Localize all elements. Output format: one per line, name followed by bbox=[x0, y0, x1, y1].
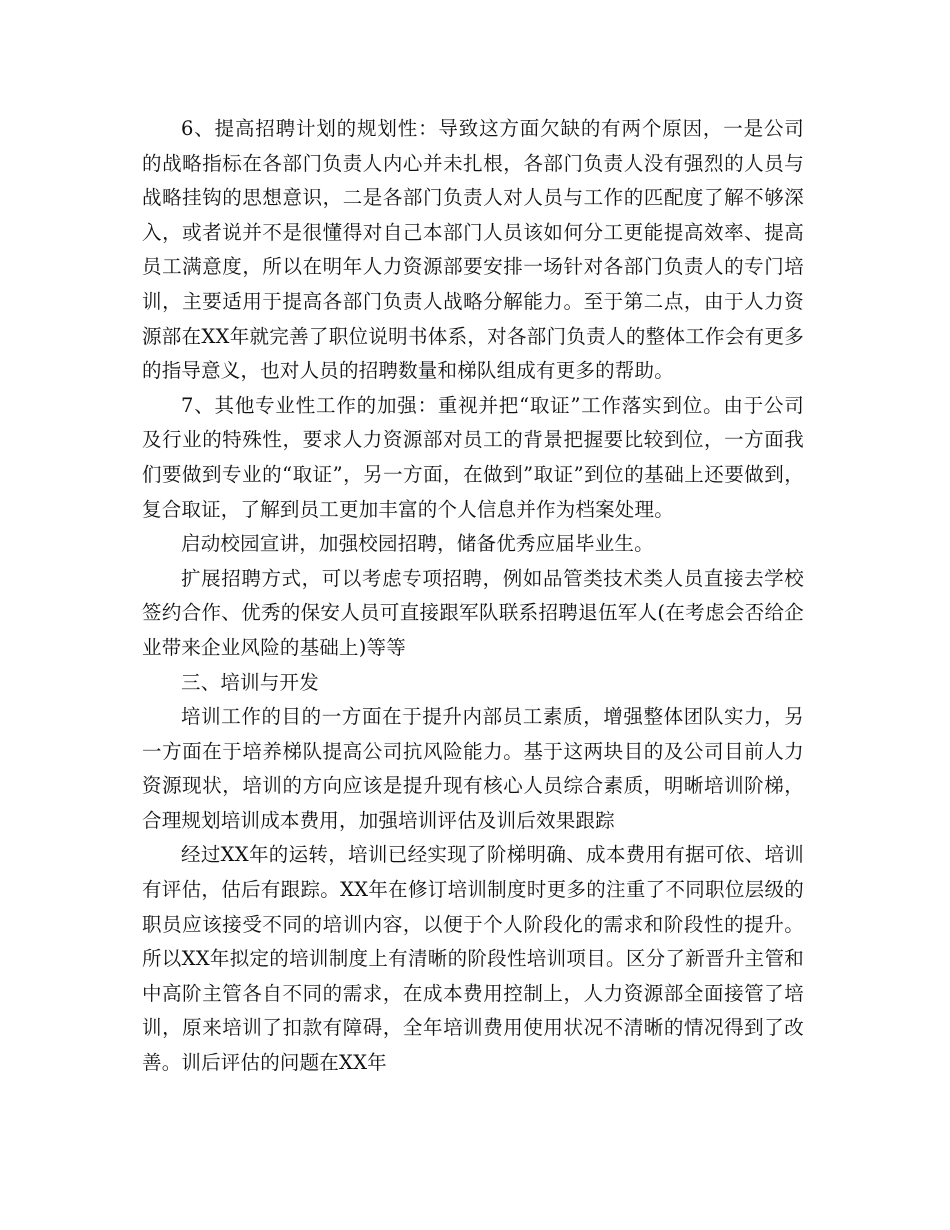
section-heading-training: 三、培训与开发 bbox=[181, 670, 319, 694]
paragraph-training-purpose: 培训工作的目的一方面在于提升内部员工素质，增强整体团队实力，另一方面在于培养梯队提高公司抗风险能力。基于这两块目的及公司目前人力资源现状，培训的方向应该是提升现有核心人员综合素质，明晰培训阶梯，合理规划培训成本费用，加强培训评估及训后效果跟踪 bbox=[142, 705, 804, 832]
paragraph-recruitment-planning: 6、提高招聘计划的规划性：导致这方面欠缺的有两个原因，一是公司的战略指标在各部门负责人内心并未扎根，各部门负责人没有强烈的人员与战略挂钩的思想意识，二是各部门负责人对人员与工作的匹配度了解不够深入，或者说并不是很懂得对自己本部门人员该如何分工更能提高效率、提高员工满意度，所以在明年人力资源部要安排一场针对各部门负责人的专门培训，主要适用于提高各部门负责人战略分解能力。至于第二点，由于人力资源部在XX年就完善了职位说明书体系，对各部门负责人的整体工作会有更多的指导意义，也对人员的招聘数量和梯队组成有更多的帮助。 bbox=[142, 117, 804, 383]
paragraph-campus-recruitment: 启动校园宣讲，加强校园招聘，储备优秀应届毕业生。 bbox=[181, 532, 654, 556]
document-body bbox=[142, 112, 804, 1081]
paragraph-professional-work: 7、其他专业性工作的加强：重视并把“取证”工作落实到位。由于公司及行业的特殊性，要求人力资源部对员工的背景把握要比较到位，一方面我们要做到专业的“取证”，另一方面，在做到”取证”到位的基础上还要做到，复合取证，了解到员工更加丰富的个人信息并作为档案处理。 bbox=[142, 393, 804, 521]
paragraph-recruitment-methods: 扩展招聘方式，可以考虑专项招聘，例如品管类技术类人员直接去学校签约合作、优秀的保安人员可直接跟军队联系招聘退伍军人(在考虑会否给企业带来企业风险的基础上)等等 bbox=[142, 566, 804, 659]
paragraph-training-review: 经过XX年的运转，培训已经实现了阶梯明确、成本费用有据可依、培训有评估，估后有跟踪。XX年在修订培训制度时更多的注重了不同职位层级的职员应该接受不同的培训内容，以便于个人阶段化的需求和阶段性的提升。所以XX年拟定的培训制度上有清晰的阶段性培训项目。区分了新晋升主管和中高阶主管各自不同的需求，在成本费用控制上，人力资源部全面接管了培训，原来培训了扣款有障碍，全年培训费用使用状况不清晰的情况得到了改善。训后评估的问题在XX年 bbox=[142, 843, 804, 1075]
